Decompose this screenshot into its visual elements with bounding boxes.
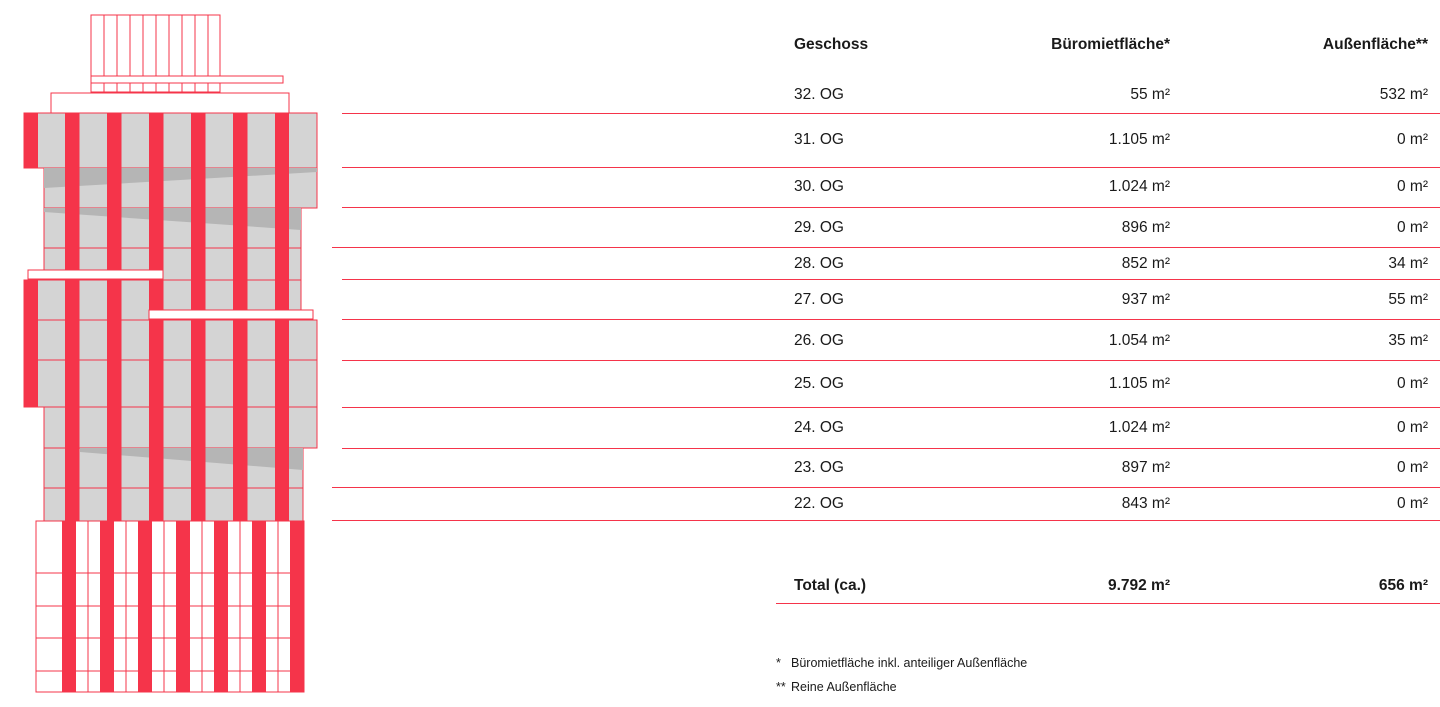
row-office-area: 1.105 m² xyxy=(1108,375,1170,392)
row-floor: 26. OG xyxy=(794,332,844,349)
row-floor: 28. OG xyxy=(794,255,844,272)
row-floor: 24. OG xyxy=(794,419,844,436)
row-floor: 25. OG xyxy=(794,375,844,392)
footnote-text: Reine Außenfläche xyxy=(791,680,897,694)
row-office-area: 937 m² xyxy=(1121,291,1170,308)
row-outdoor-area: 0 m² xyxy=(1397,219,1428,236)
row-outdoor-area: 35 m² xyxy=(1388,332,1428,349)
lower-podium-block xyxy=(36,521,304,692)
floor-line xyxy=(332,520,1440,521)
row-office-area: 897 m² xyxy=(1121,459,1170,476)
row-floor: 22. OG xyxy=(794,495,844,512)
row-office-area: 852 m² xyxy=(1121,255,1170,272)
footnote-marker: * xyxy=(776,656,781,670)
row-office-area: 896 m² xyxy=(1121,219,1170,236)
row-outdoor-area: 34 m² xyxy=(1388,255,1428,272)
footnote-text: Büromietfläche inkl. anteiliger Außenfläche xyxy=(791,656,1028,670)
floor-line xyxy=(342,207,1440,208)
row-outdoor-area: 0 m² xyxy=(1397,419,1428,436)
floor-line xyxy=(342,167,1440,168)
row-office-area: 1.054 m² xyxy=(1108,332,1170,349)
row-office-area: 1.105 m² xyxy=(1108,131,1170,148)
floor-line xyxy=(342,407,1440,408)
row-outdoor-area: 532 m² xyxy=(1379,86,1428,103)
row-floor: 23. OG xyxy=(794,459,844,476)
row-office-area: 1.024 m² xyxy=(1108,419,1170,436)
row-outdoor-area: 0 m² xyxy=(1397,131,1428,148)
floor-line xyxy=(332,247,1440,248)
row-outdoor-area: 55 m² xyxy=(1388,291,1428,308)
floor-line xyxy=(342,360,1440,361)
row-floor: 30. OG xyxy=(794,178,844,195)
row-outdoor-area: 0 m² xyxy=(1397,459,1428,476)
row-floor: 31. OG xyxy=(794,131,844,148)
floor-line xyxy=(342,279,1440,280)
footnote xyxy=(776,656,1027,670)
building-illustration xyxy=(0,0,330,707)
row-outdoor-area: 0 m² xyxy=(1397,495,1428,512)
row-outdoor-area: 0 m² xyxy=(1397,375,1428,392)
row-office-area: 1.024 m² xyxy=(1108,178,1170,195)
total-office-area: 9.792 m² xyxy=(1107,577,1170,594)
footnote xyxy=(776,680,897,694)
row-office-area: 55 m² xyxy=(1130,86,1170,103)
header-outdoor-area: Außenfläche** xyxy=(1322,36,1428,53)
floor-line xyxy=(342,319,1440,320)
total-outdoor-area: 656 m² xyxy=(1378,577,1428,594)
row-floor: 32. OG xyxy=(794,86,844,103)
floor-line xyxy=(342,448,1440,449)
footnote-marker: ** xyxy=(776,680,786,694)
upper-tower-block xyxy=(24,113,317,521)
floor-line xyxy=(332,487,1440,488)
header-office-area: Büromietfläche* xyxy=(1051,36,1170,53)
row-office-area: 843 m² xyxy=(1121,495,1170,512)
row-floor: 27. OG xyxy=(794,291,844,308)
total-label: Total (ca.) xyxy=(794,577,867,594)
row-floor: 29. OG xyxy=(794,219,844,236)
rooftop-structure xyxy=(51,15,289,113)
row-outdoor-area: 0 m² xyxy=(1397,178,1428,195)
header-floor: Geschoss xyxy=(794,36,869,53)
total-line xyxy=(776,603,1440,604)
floor-line xyxy=(342,113,1440,114)
